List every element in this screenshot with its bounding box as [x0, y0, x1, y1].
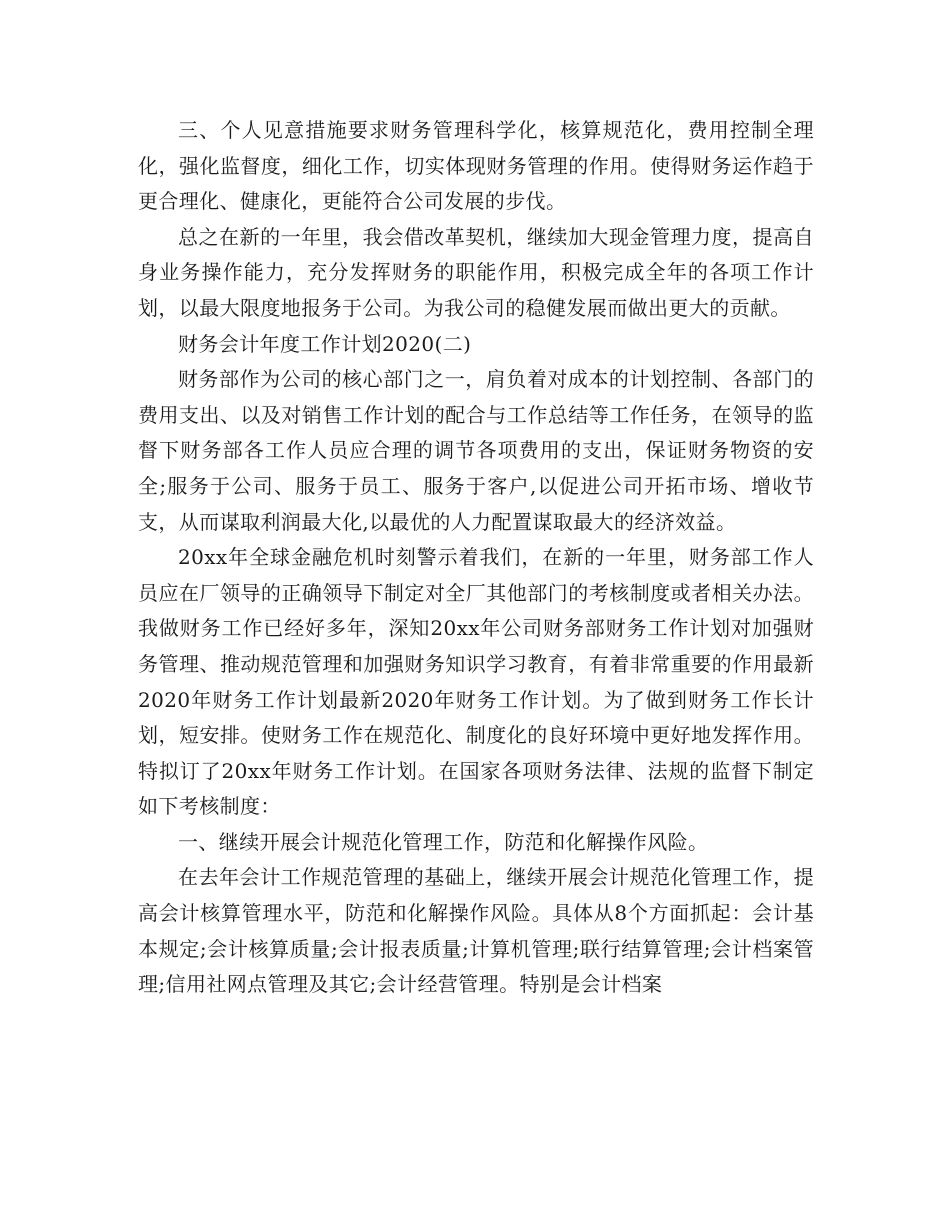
paragraph-personal-suggestions: 三、个人见意措施要求财务管理科学化，核算规范化，费用控制全理化，强化监督度，细化工作，切实体现财务管理的作用。使得财务运作趋于更合理化、健康化，更能符合公司发展的步伐。	[138, 118, 814, 214]
paragraph-accounting-management: 在去年会计工作规范管理的基础上，继续开展会计规范化管理工作，提高会计核算管理水平，防范和化解操作风险。具体从8个方面抓起：会计基本规定;会计核算质量;会计报表质量;计算机管理;联行结算管理;会计档案管理;信用社网点管理及其它;会计经营管理。特别是会计档案	[138, 865, 814, 997]
paragraph-conclusion: 总之在新的一年里，我会借改革契机，继续加大现金管理力度，提高自身业务操作能力，充分发挥财务的职能作用，积极完成全年的各项工作计划，以最大限度地报务于公司。为我公司的稳健发展而做出更大的贡献。	[138, 224, 814, 320]
paragraph-annual-plan: 20xx年全球金融危机时刻警示着我们，在新的一年里，财务部工作人员应在厂领导的正确领导下制定对全厂其他部门的考核制度或者相关办法。我做财务工作已经好多年，深知20xx年公司财务部财务工作计划对加强财务管理、推动规范管理和加强财务知识学习教育，有着非常重要的作用最新2020年财务工作计划最新2020年财务工作计划。为了做到财务工作长计划，短安排。使财务工作在规范化、制度化的良好环境中更好地发挥作用。特拟订了20xx年财务工作计划。在国家各项财务法律、法规的监督下制定如下考核制度：	[138, 545, 814, 819]
paragraph-finance-department-role: 财务部作为公司的核心部门之一，肩负着对成本的计划控制、各部门的费用支出、以及对销售工作计划的配合与工作总结等工作任务，在领导的监督下财务部各工作人员应合理的调节各项费用的支出，保证财务物资的安全;服务于公司、服务于员工、服务于客户,以促进公司开拓市场、增收节支，从而谋取利润最大化,以最优的人力配置谋取最大的经济效益。	[138, 367, 814, 534]
document-page	[138, 113, 814, 1003]
section-heading: 财务会计年度工作计划2020(二)	[178, 331, 472, 356]
paragraph-item-one: 一、继续开展会计规范化管理工作，防范和化解操作风险。	[178, 829, 709, 854]
